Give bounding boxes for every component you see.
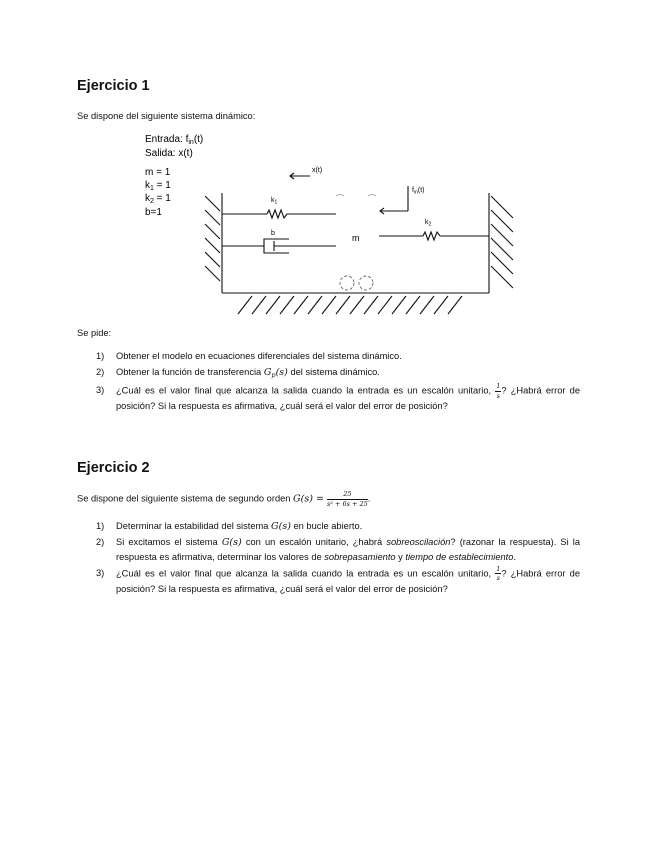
question-text: Determinar la estabilidad del sistema [116,521,272,531]
exercise-2-title: Ejercicio 2 [77,460,150,476]
displacement-arrow [290,173,310,179]
exercise-2-questions [96,519,580,597]
left-wall-hatching [205,196,220,281]
question-number: 2) [96,366,105,377]
right-wall-hatching [491,196,513,288]
mass-block [336,195,376,197]
question-number: 2) [96,536,105,547]
transfer-function-symbol: G(s) [271,521,291,532]
transfer-function-symbol: G(s) = [293,493,327,505]
question-number: 1) [96,521,105,531]
floor-hatching [238,296,462,314]
transfer-function-symbol: $G_p(s)$ [263,366,288,379]
diagram-mass-value: m = 1 [145,167,171,178]
question-1-1 [96,349,580,365]
question-text: del sistema dinámico. [287,366,380,377]
question-number: 3) [96,385,105,395]
question-1-2 [96,365,580,384]
mechanical-system-diagram [0,0,655,330]
diagram-k1-value: $k_1 = 1$ [145,180,171,192]
transfer-function-fraction: $\frac{25}{\text{s² + 6s + 25}}$ [326,490,368,508]
se-pide-label: Se pide: [77,328,112,338]
question-text: ¿Cuál es el valor final que alcanza la salida cuando la entrada es un escalón unitario, [116,385,496,396]
question-text: en bucle abierto. [290,521,363,531]
diagram-input-label: Entrada: $f_{in}(t)$ [145,134,204,146]
question-text: ? ¿Habrá error de posición? Si la respuesta es afirmativa, ¿cuál será el valor del error de posición? [116,385,580,411]
mass-label: m [352,233,360,243]
exercise-2-intro: Se dispone del siguiente sistema de segundo orden G(s) = $\frac{25}{\text{s² + 6s + 25}}$ . [77,490,371,508]
question-text: ¿Cuál es el valor final que alcanza la salida cuando la entrada es un escalón unitario, [116,567,496,578]
exercise-1-title: Ejercicio 1 [77,78,150,94]
question-number: 3) [96,567,105,578]
diagram-b-value: b=1 [145,207,162,218]
force-arrow [380,186,408,214]
question-number: 1) [96,351,105,361]
diagram-k2-value: $k_2 = 1$ [145,193,171,205]
spring-k1-label: $k_1$ [271,197,278,206]
question-1-3 [96,383,580,415]
step-fraction: $\frac{1}{s}$ [496,564,501,582]
term-sobreoscilacion: sobreoscilación [386,536,451,547]
damper-label: b [271,230,275,237]
spring-k2-label: $k_2$ [425,219,432,228]
question-2-1 [96,519,580,535]
term-sobrepasamiento: sobrepasamiento [324,552,396,562]
question-text: Obtener la función de transferencia [116,366,264,377]
question-text: Obtener el modelo en ecuaciones diferenciales del sistema dinámico. [116,351,402,361]
spring-k2 [379,232,489,240]
displacement-label: x(t) [312,167,323,174]
step-fraction: $\frac{1}{s}$ [496,382,501,400]
transfer-function-symbol: G(s) [221,536,242,548]
question-2-3 [96,566,580,598]
exercise-1-intro: Se dispone del siguiente sistema dinámico: [77,111,256,121]
damper-b [222,239,336,253]
force-label: $f_{in}(t)$ [412,187,425,196]
spring-k1 [222,210,336,218]
question-text: ? ¿Habrá error de posición? Si la respuesta es afirmativa, ¿cuál será el valor del error de posición? [116,567,580,594]
diagram-output-label: Salida: x(t) [145,148,193,159]
wheels [340,276,373,290]
exercise-1-questions [96,349,580,415]
term-tiempo-establecimiento: tiempo de establecimiento [405,552,514,562]
question-2-2: 2) Si excitamos el sistema G(s) con un escalón unitario, ¿habrá sobreoscilación? (razonar la respuesta). Si la respuesta es afirmativa, determinar los valores de sobrepasamiento y tiempo de establecimiento. [96,536,581,562]
